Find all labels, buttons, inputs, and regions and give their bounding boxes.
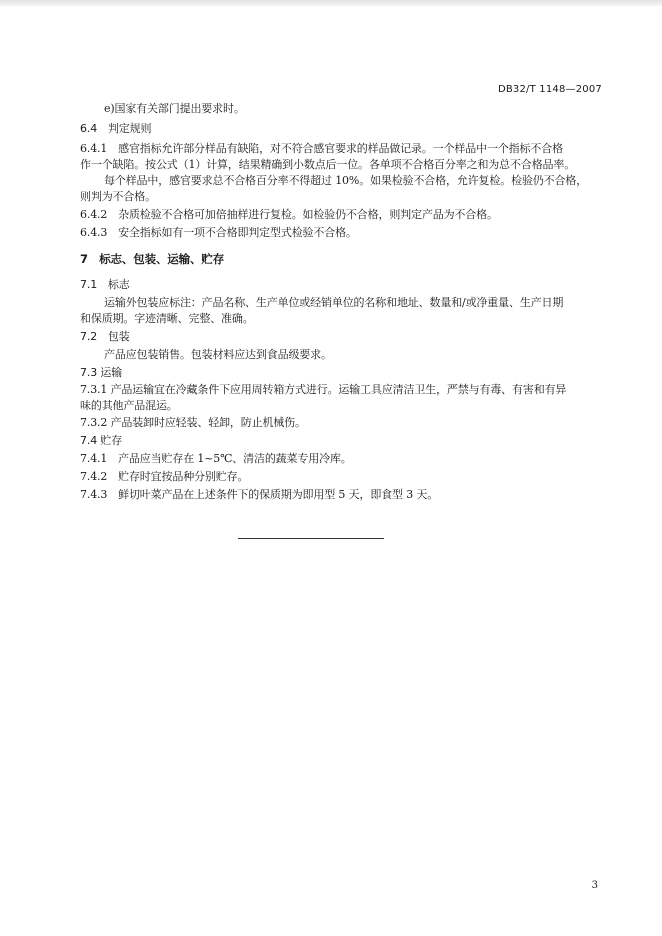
clause-6-4-2: 6.4.2 杂质检验不合格可加倍抽样进行复检。如检验仍不合格，则判定产品为不合格。	[80, 208, 498, 221]
section-7-3-heading: 7.3 运输	[80, 366, 123, 379]
clause-6-4-3: 6.4.3 安全指标如有一项不合格即判定型式检验不合格。	[80, 226, 357, 239]
clause-7-4-2: 7.4.2 贮存时宜按品种分别贮存。	[80, 470, 249, 483]
section-7-2-heading: 7.2 包装	[80, 330, 130, 343]
scan-edge-band	[0, 0, 662, 6]
section-7-heading: 7 标志、包装、运输、贮存	[80, 252, 225, 266]
clause-6-4-1-line4: 则判为不合格。	[80, 190, 156, 203]
clause-6-4-1-line3: 每个样品中，感官要求总不合格百分率不得超过 10%。如果检验不合格，允许复检。检验仍不合格，	[104, 174, 588, 187]
clause-7-1-line1: 运输外包装应标注：产品名称、生产单位或经销单位的名称和地址、数量和/或净重量、生产日期	[104, 296, 564, 309]
clause-7-4-1: 7.4.1 产品应当贮存在 1~5℃、清洁的蔬菜专用冷库。	[80, 452, 352, 465]
clause-7-2-text: 产品应包装销售。包装材料应达到食品级要求。	[104, 348, 332, 361]
clause-7-4-3: 7.4.3 鲜切叶菜产品在上述条件下的保质期为即用型 5 天，即食型 3 天。	[80, 488, 439, 501]
section-7-4-heading: 7.4 贮存	[80, 434, 123, 447]
page-number: 3	[591, 880, 598, 891]
clause-6-4-1-line2: 作一个缺陷。按公式（1）计算，结果精确到小数点后一位。各单项不合格百分率之和为总不合格品率。	[80, 158, 576, 171]
clause-7-3-1-line1: 7.3.1 产品运输宜在冷藏条件下应用周转箱方式进行。运输工具应清洁卫生，严禁与有毒、有害和有异	[80, 383, 567, 396]
clause-7-3-1-line2: 味的其他产品混运。	[80, 399, 178, 412]
section-7-1-heading: 7.1 标志	[80, 278, 130, 291]
end-rule	[238, 538, 384, 539]
clause-7-1-line2: 和保质期。字迹清晰、完整、准确。	[80, 312, 254, 325]
section-6-4-heading: 6.4 判定规则	[80, 122, 152, 135]
clause-7-3-2: 7.3.2 产品装卸时应轻装、轻卸，防止机械伤。	[80, 416, 306, 429]
standard-code: DB32/T 1148—2007	[497, 84, 602, 95]
clause-6-4-1-line1: 6.4.1 感官指标允许部分样品有缺陷，对不符合感官要求的样品做记录。一个样品中一个指标不合格	[80, 142, 563, 155]
list-item-e: e)国家有关部门提出要求时。	[104, 102, 245, 115]
